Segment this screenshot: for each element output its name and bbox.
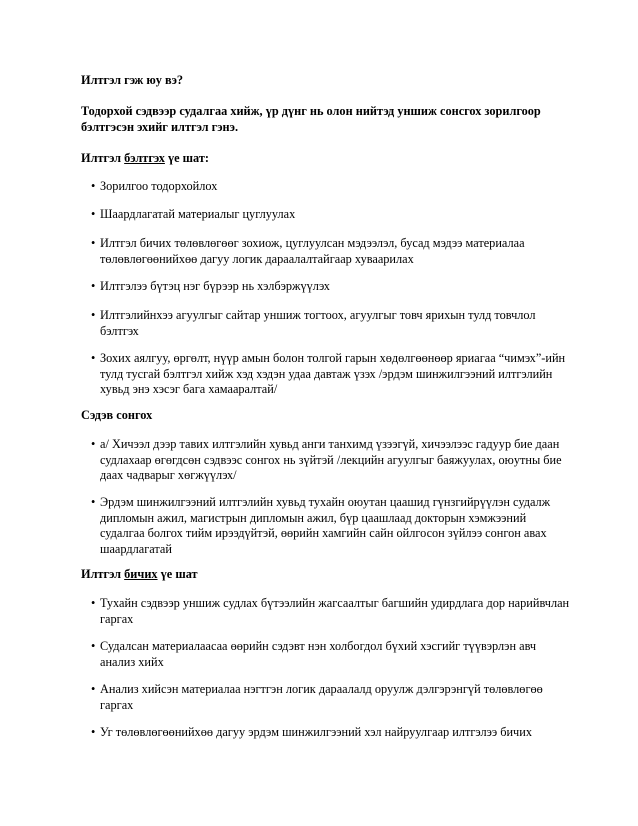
write-bullet-3: • Анализ хийсэн материалаа нэгтгэн логик дараалалд оруулж дэлгэрэнгүй төлөвлөгөө гаргах [91, 682, 543, 712]
bullet-dot: • [91, 682, 96, 696]
prep-heading-after: үе шат: [164, 151, 210, 165]
bullet-dot: • [91, 437, 96, 451]
write-heading-underlined: бичих [124, 567, 158, 581]
write-bullet-4: • Уг төлөвлөгөөнийхөө дагуу эрдэм шинжилгээний хэл найруулгаар илтгэлээ бичих [91, 725, 532, 739]
topic-bullet-1: • а/ Хичээл дээр тавих илтгэлийн хувьд анги танхимд үзээгүй, хичээлээс гадуур бие даан судлахаар өгөгдсөн сэдвээс сонгох нь зүйтэй /лекцийн агуулгыг баяжуулах, оюутны бие даах чадварыг хөгжүүлэх/ [91, 437, 562, 482]
write-heading-after: үе шат [157, 567, 198, 581]
bullet-dot: • [91, 308, 96, 322]
question-title: Илтгэл гэж юу вэ? [81, 73, 184, 87]
prep-bullet-3: • Илтгэл бичих төлөвлөгөөг зохиож, цуглуулсан мэдээлэл, бусад мэдээ материалаа төлөвлөгөөнийхөө дагуу логик дараалалтайгаар хуваарилах [91, 236, 525, 266]
prep-bullet-4: • Илтгэлээ бүтэц нэг бүрээр нь хэлбэржүүлэх [91, 279, 330, 293]
prep-heading-before: Илтгэл [81, 151, 125, 165]
bullet-dot: • [91, 236, 96, 250]
write-stage-heading [81, 567, 571, 583]
prep-bullet-6: • Зохих аялгуу, өргөлт, нүүр амын болон толгой гарын хөдөлгөөнөөр яриагаа “чимэх”-ийн тулд тусгай бэлтгэл хийж хэд хэдэн удаа давтаж үзэх /эрдэм шинжилгээний илтгэлийн хувьд энэ хэсэг бага хамааралтай/ [91, 351, 566, 396]
bullet-dot: • [91, 179, 96, 193]
bullet-dot: • [91, 351, 96, 365]
write-bullet-1: • Тухайн сэдвээр уншиж судлах бүтээлийн жагсаалтыг багшийн удирдлага дор нарийвчлан гаргах [91, 596, 570, 626]
bullet-dot: • [91, 596, 96, 610]
bullet-dot: • [91, 639, 96, 653]
bullet-dot: • [91, 725, 96, 739]
definition-paragraph: Тодорхой сэдвээр судалгаа хийж, үр дүнг нь олон нийтэд уншиж сонсгох зорилгоор бэлтгэсэн эхийг илтгэл гэнэ. [81, 104, 541, 134]
write-heading-before: Илтгэл [81, 567, 125, 581]
prep-bullet-5: • Илтгэлийнхээ агуулгыг сайтар уншиж тогтоох, агуулгыг товч ярихын тулд товчлол бэлтгэх [91, 308, 536, 338]
bullet-dot: • [91, 279, 96, 293]
bullet-dot: • [91, 495, 96, 509]
bullet-dot: • [91, 207, 96, 221]
prep-bullet-1: • Зорилгоо тодорхойлох [91, 179, 218, 193]
topic-bullet-2: • Эрдэм шинжилгээний илтгэлийн хувьд тухайн оюутан цаашид гүнзгийрүүлэн судалж дипломын ажил, магистрын дипломын ажил, бүр цаашлаад докторын хэмжээний судалгаа болгох тийм ирээдүйтэй, өөрийн хамгийн сайн ойлгосон зүйлээ сонгон авах шаардлагатай [91, 495, 551, 556]
prep-heading-underlined: бэлтгэх [124, 151, 165, 165]
topic-heading: Сэдэв сонгох [81, 408, 153, 422]
write-bullet-2: • Судалсан материалаасаа өөрийн сэдэвт нэн холбогдол бүхий хэсгийг түүвэрлэн авч анализ хийх [91, 639, 537, 669]
prep-stage-heading [81, 151, 571, 167]
prep-bullet-2: • Шаардлагатай материалыг цуглуулах [91, 207, 296, 221]
